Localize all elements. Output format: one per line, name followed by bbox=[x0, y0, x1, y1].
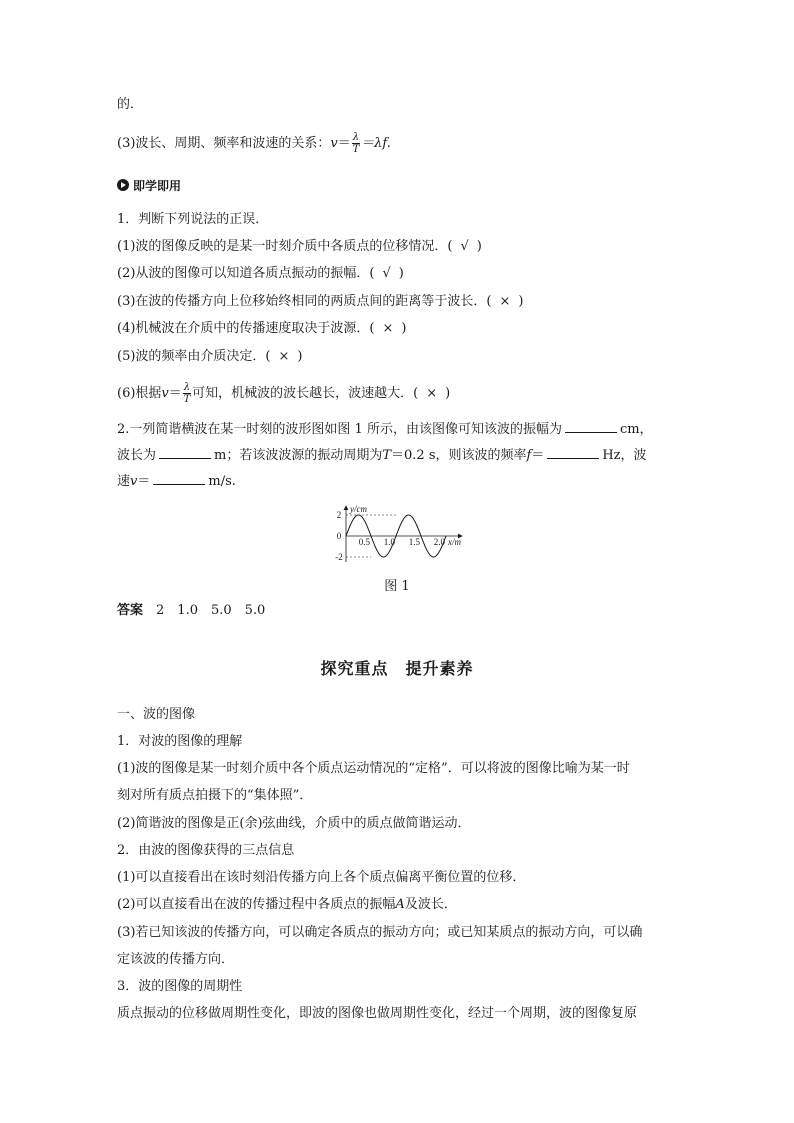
var-v: v bbox=[130, 474, 138, 489]
subheading: 3．波的图像的周期性 bbox=[117, 979, 243, 994]
subheading: 1．对波的图像的理解 bbox=[117, 734, 243, 749]
answer-values: 2 1.0 5.0 5.0 bbox=[156, 603, 266, 618]
paragraph-line: (3)若已知该波的传播方向，可以确定各质点的振动方向；或已知某质点的振动方向，可以确 bbox=[117, 925, 643, 940]
denominator: T bbox=[352, 144, 360, 155]
var-v: v bbox=[161, 386, 169, 401]
paragraph-line: (1)可以直接看出在该时刻沿传播方向上各个质点偏离平衡位置的位移． bbox=[117, 870, 526, 885]
text: ＝ bbox=[137, 474, 151, 489]
paragraph-line bbox=[117, 896, 457, 914]
question-line bbox=[117, 472, 236, 491]
text: 速 bbox=[117, 474, 131, 489]
x-tick-label: 2.0 bbox=[433, 537, 445, 547]
answer-label: 答案 bbox=[117, 603, 144, 618]
item-text: (3)在波的传播方向上位移始终相同的两质点间的距离等于波长．( bbox=[117, 294, 492, 309]
answer-mark: × bbox=[278, 349, 290, 364]
figure-caption: 图 1 bbox=[384, 579, 410, 594]
answer-mark: × bbox=[382, 321, 394, 336]
var-f: f bbox=[526, 448, 532, 463]
paragraph-line: 定该波的传播方向． bbox=[117, 952, 235, 967]
judgement-item-6 bbox=[117, 382, 450, 405]
judgement-item bbox=[117, 320, 406, 338]
item-close: ) bbox=[518, 294, 524, 309]
formula-tail: ＝λf. bbox=[361, 136, 391, 151]
wave-figure bbox=[330, 504, 470, 566]
text: Hz，波 bbox=[602, 448, 647, 463]
judgement-item bbox=[117, 265, 404, 283]
answer-blank[interactable] bbox=[159, 446, 211, 459]
fraction bbox=[183, 382, 191, 405]
var-v: v bbox=[330, 136, 338, 151]
question-title: 1．判断下列说法的正误． bbox=[117, 212, 269, 227]
text: (2)可以直接看出在波的传播过程中各质点的振幅 bbox=[117, 897, 396, 912]
text: m/s. bbox=[208, 474, 236, 489]
text: (6)根据 bbox=[117, 386, 162, 401]
answer-blank[interactable] bbox=[547, 446, 599, 459]
section-title: 探究重点 提升素养 bbox=[320, 659, 474, 678]
paragraph-line: (1)波的图像是某一时刻介质中各个质点运动情况的“定格”．可以将波的图像比喻为某一时 bbox=[117, 761, 630, 776]
play-circle-icon bbox=[117, 179, 129, 191]
x-tick-label: 1.5 bbox=[408, 537, 420, 547]
judgement-item bbox=[117, 293, 523, 311]
var-T: T bbox=[382, 448, 392, 463]
text: m；若该波波源的振动周期为 bbox=[214, 448, 383, 463]
text: ) bbox=[445, 386, 451, 401]
question-line bbox=[117, 420, 653, 439]
answer-blank[interactable] bbox=[565, 420, 617, 433]
x-tick-label: 1.0 bbox=[383, 537, 395, 547]
answer-mark: × bbox=[499, 294, 511, 309]
numerator: λ bbox=[352, 132, 360, 143]
question-line bbox=[117, 446, 647, 465]
formula-line bbox=[117, 132, 391, 155]
x-tick-label: 0.5 bbox=[358, 537, 370, 547]
var-A: A bbox=[395, 897, 405, 912]
text: 可知，机械波的波长越长，波速越大．( bbox=[192, 386, 419, 401]
answer-mark: √ bbox=[460, 239, 469, 254]
item-close: ) bbox=[297, 349, 303, 364]
eq-sign: ＝ bbox=[168, 386, 182, 401]
answer-blank[interactable] bbox=[153, 472, 205, 485]
text: ＝ bbox=[531, 448, 545, 463]
fraction bbox=[352, 132, 360, 155]
item-close: ) bbox=[476, 239, 482, 254]
judgement-item bbox=[117, 238, 482, 256]
paragraph-line: 质点振动的位移做周期性变化，即波的图像也做周期性变化，经过一个周期，波的图像复原 bbox=[117, 1006, 638, 1021]
answer-line bbox=[117, 602, 265, 620]
eq-sign: ＝ bbox=[337, 136, 351, 151]
item-close: ) bbox=[401, 321, 407, 336]
paragraph-line: 刻对所有质点拍摄下的“集体照”． bbox=[117, 788, 313, 803]
numerator: λ bbox=[183, 382, 191, 393]
judgement-item bbox=[117, 348, 302, 366]
paragraph-line: (2)简谐波的图像是正(余)弦曲线，介质中的质点做简谐运动． bbox=[117, 816, 471, 831]
text: 的． bbox=[117, 97, 144, 112]
section-label-text: 即学即用 bbox=[133, 179, 182, 193]
y-tick-label: 2 bbox=[336, 510, 342, 520]
y-axis-label: y/cm bbox=[350, 504, 367, 514]
text: cm， bbox=[619, 422, 653, 437]
text-line bbox=[117, 96, 143, 114]
section-label bbox=[117, 177, 181, 195]
heading: 一、波的图像 bbox=[117, 707, 196, 722]
item-close: ) bbox=[398, 266, 404, 281]
text: 波长为 bbox=[117, 448, 157, 463]
y-tick-label: 0 bbox=[336, 531, 342, 541]
answer-mark: × bbox=[426, 386, 438, 401]
text: ＝0.2 s，则该波的频率 bbox=[391, 448, 527, 463]
y-tick-label: -2 bbox=[335, 552, 343, 562]
item-text: (1)波的图像反映的是某一时刻介质中各质点的位移情况．( bbox=[117, 239, 453, 254]
text: (3)波长、周期、频率和波速的关系： bbox=[117, 136, 331, 151]
x-axis-label: x/m bbox=[448, 537, 461, 547]
subheading: 2．由波的图像获得的三点信息 bbox=[117, 843, 295, 858]
answer-mark: √ bbox=[382, 266, 391, 281]
item-text: (4)机械波在介质中的传播速度取决于波源．( bbox=[117, 321, 375, 336]
item-text: (5)波的频率由介质决定．( bbox=[117, 349, 271, 364]
item-text: (2)从波的图像可以知道各质点振动的振幅．( bbox=[117, 266, 375, 281]
text: 2.一列简谐横波在某一时刻的波形图如图 1 所示，由该图像可知该波的振幅为 bbox=[117, 422, 562, 437]
text: 及波长． bbox=[404, 897, 457, 912]
denominator: T bbox=[183, 394, 191, 405]
